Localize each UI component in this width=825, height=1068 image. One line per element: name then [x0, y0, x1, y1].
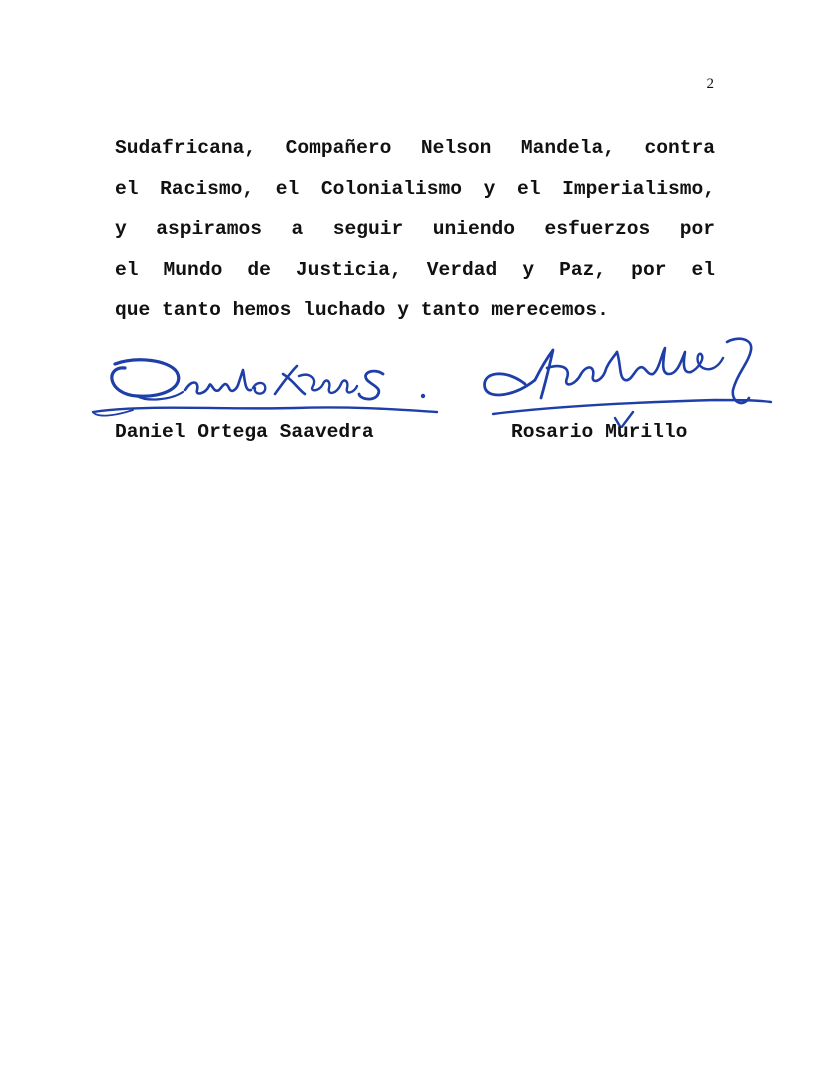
signature-daniel-ortega	[85, 350, 445, 425]
paragraph-line: el Mundo de Justicia, Verdad y Paz, por el	[115, 258, 715, 281]
paragraph-line: que tanto hemos luchado y tanto merecemos.	[115, 299, 609, 321]
paragraph-line: Sudafricana, Compañero Nelson Mandela, contra	[115, 137, 715, 159]
paragraph-line: y aspiramos a seguir uniendo esfuerzos por	[115, 218, 715, 240]
signer-name-right: Rosario Murillo	[511, 421, 688, 443]
signature-rosario-murillo	[475, 328, 775, 428]
signer-name-left: Daniel Ortega Saavedra	[115, 421, 374, 443]
paragraph-line: el Racismo, el Colonialismo y el Imperialismo,	[115, 177, 715, 200]
letter-paragraph	[115, 128, 715, 331]
page-number: 2	[706, 76, 714, 92]
